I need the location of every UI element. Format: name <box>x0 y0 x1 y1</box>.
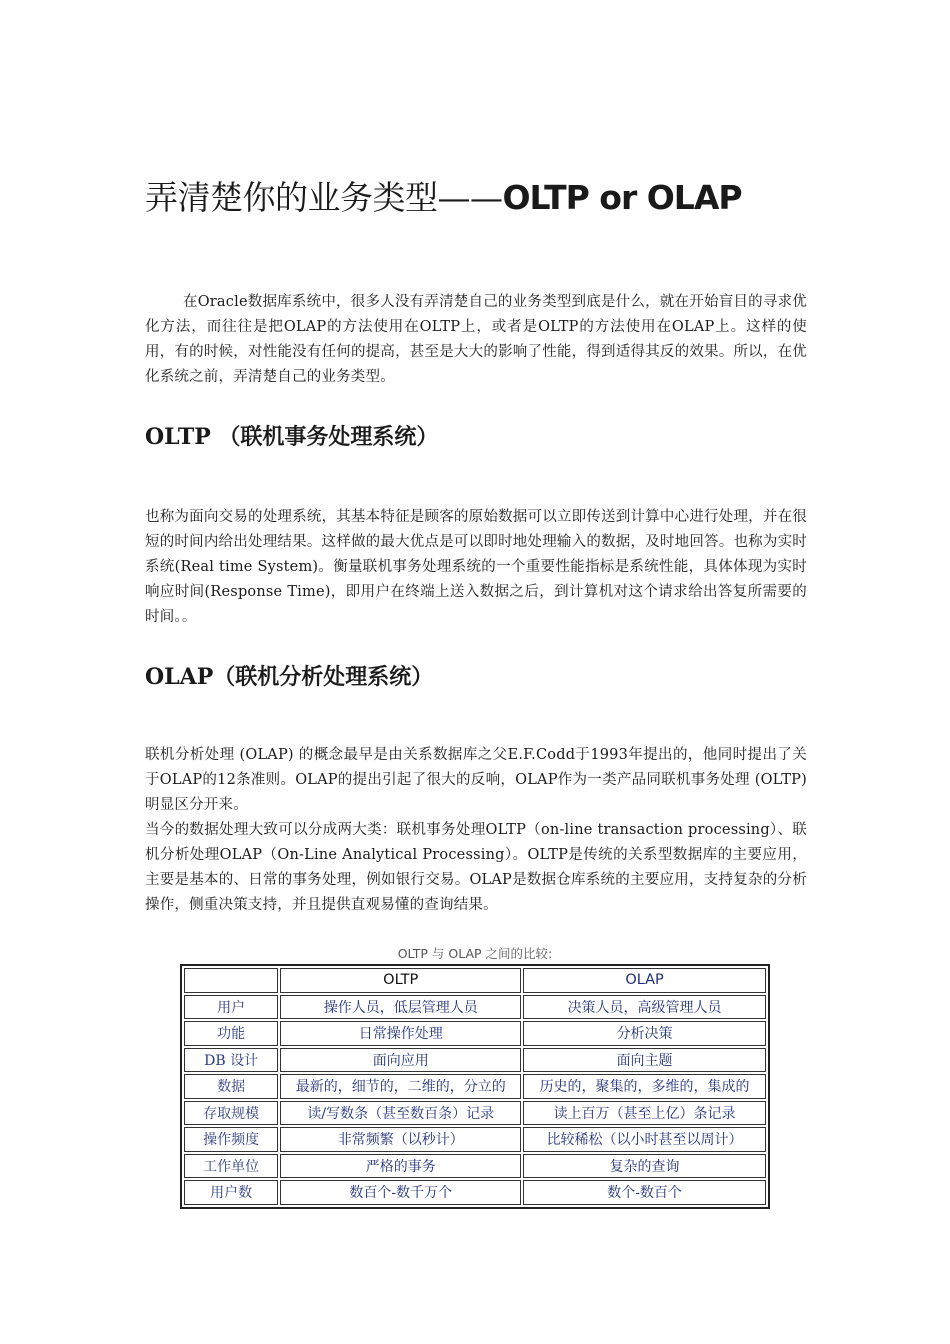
table-header-row <box>184 968 766 993</box>
row-label: 用户 <box>184 995 278 1020</box>
table-row <box>184 1021 766 1046</box>
oltp-cell: 读/写数条（甚至数百条）记录 <box>280 1101 521 1126</box>
oltp-heading: OLTP （联机事务处理系统） <box>145 424 439 450</box>
page-title-latin: OLTP or OLAP <box>502 178 742 218</box>
intro-paragraph: 在Oracle数据库系统中，很多人没有弄清楚自己的业务类型到底是什么，就在开始盲目的寻求优化方法，而往往是把OLAP的方法使用在OLTP上，或者是OLTP的方法使用在OLAP上。这样的使用，有的时候，对性能没有任何的提高，甚至是大大的影响了性能，得到适得其反的效果。所以，在优化系统之前，弄清楚自己的业务类型。 <box>145 294 807 385</box>
olap-cell: 读上百万（甚至上亿）条记录 <box>523 1101 766 1126</box>
table-row <box>184 1180 766 1205</box>
header-cell-empty <box>184 968 278 993</box>
table-caption: OLTP 与 OLAP 之间的比较: <box>397 946 553 961</box>
olap-cell: 决策人员，高级管理人员 <box>523 995 766 1020</box>
oltp-cell: 数百个-数千万个 <box>280 1180 521 1205</box>
table-row <box>184 1154 766 1179</box>
page-title-cn: 弄清楚你的业务类型—— <box>145 178 503 218</box>
table-row <box>184 995 766 1020</box>
row-label: 功能 <box>184 1021 278 1046</box>
olap-heading: OLAP（联机分析处理系统） <box>145 664 434 690</box>
olap-cell: 历史的，聚集的，多维的，集成的 <box>523 1074 766 1099</box>
header-cell-oltp: OLTP <box>280 968 521 993</box>
table-row <box>184 1074 766 1099</box>
olap-cell: 比较稀松（以小时甚至以周计） <box>523 1127 766 1152</box>
oltp-cell: 严格的事务 <box>280 1154 521 1179</box>
row-label: 用户数 <box>184 1180 278 1205</box>
olap-cell: 面向主题 <box>523 1048 766 1073</box>
oltp-cell: 日常操作处理 <box>280 1021 521 1046</box>
comparison-table <box>180 964 770 1209</box>
row-label: 操作频度 <box>184 1127 278 1152</box>
page-title <box>145 172 845 219</box>
table-row <box>184 1101 766 1126</box>
row-label: 工作单位 <box>184 1154 278 1179</box>
oltp-paragraph: 也称为面向交易的处理系统，其基本特征是顾客的原始数据可以立即传送到计算中心进行处理，并在很短的时间内给出处理结果。这样做的最大优点是可以即时地处理输入的数据，及时地回答。也称为实时系统(Real time System)。衡量联机事务处理系统的一个重要性能指标是系统性能，具体体现为实时响应时间(Response Time)，即用户在终端上送入数据之后，到计算机对这个请求给出答复所需要的时间。。 <box>145 509 807 625</box>
olap-cell: 数个-数百个 <box>523 1180 766 1205</box>
table-row <box>184 1048 766 1073</box>
olap-cell: 复杂的查询 <box>523 1154 766 1179</box>
oltp-cell: 操作人员，低层管理人员 <box>280 995 521 1020</box>
table-row <box>184 1127 766 1152</box>
row-label: 数据 <box>184 1074 278 1099</box>
row-label: DB 设计 <box>184 1048 278 1073</box>
olap-cell: 分析决策 <box>523 1021 766 1046</box>
row-label: 存取规模 <box>184 1101 278 1126</box>
oltp-cell: 面向应用 <box>280 1048 521 1073</box>
header-cell-olap: OLAP <box>523 968 766 993</box>
olap-paragraph-1: 联机分析处理 (OLAP) 的概念最早是由关系数据库之父E.F.Codd于1993年提出的，他同时提出了关于OLAP的12条准则。OLAP的提出引起了很大的反响，OLAP作为一类产品同联机事务处理 (OLTP) 明显区分开来。 <box>145 747 807 813</box>
oltp-cell: 非常频繁（以秒计） <box>280 1127 521 1152</box>
olap-paragraph-2: 当今的数据处理大致可以分成两大类：联机事务处理OLTP（on-line transaction processing）、联机分析处理OLAP（On-Line Analytical Processing）。OLTP是传统的关系型数据库的主要应用，主要是基本的、日常的事务处理，例如银行交易。OLAP是数据仓库系统的主要应用，支持复杂的分析操作，侧重决策支持，并且提供直观易懂的查询结果。 <box>145 822 807 913</box>
oltp-cell: 最新的，细节的，二维的，分立的 <box>280 1074 521 1099</box>
